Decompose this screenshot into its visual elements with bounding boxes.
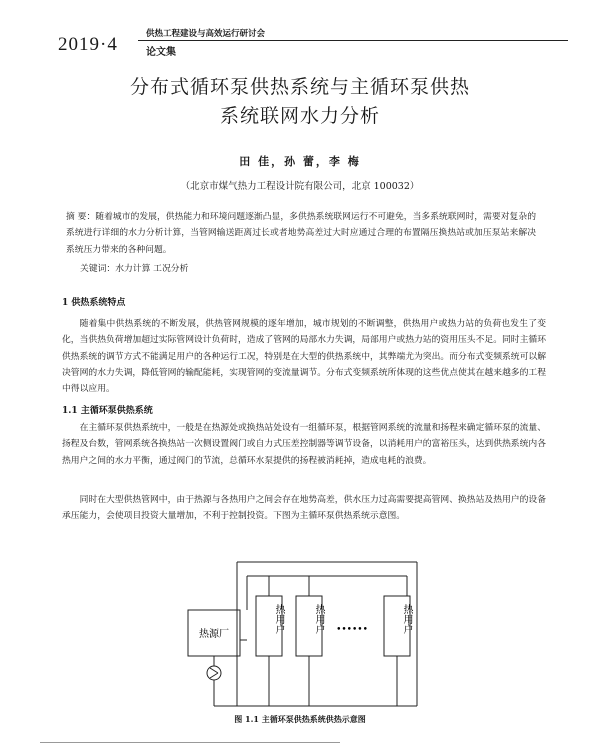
paper-title-line1: 分布式循环泵供热系统与主循环泵供热: [129, 76, 470, 98]
figure-caption: 图 1.1 主循环泵供热系统供热示意图: [234, 714, 366, 724]
heat-source-label: 热源厂: [199, 629, 229, 640]
section-1-1-heading: 1.1 主循环泵供热系统: [62, 406, 153, 416]
heat-user-label-2: 热用户: [294, 604, 324, 615]
footer-rule: [40, 742, 340, 743]
pump-symbol-line1: [210, 668, 218, 673]
section-1-1-para2: 同时在大型供热管网中，由于热源与各热用户之间会存在地势高差，供水压力过高需要提高管网、换热站及热用户的设备承压能力，会使项目投资大量增加，不利于控制投资。下图为主循环泵供热系统示意图。: [62, 495, 546, 522]
affiliation: （北京市煤气热力工程设计院有限公司，北京 100032）: [180, 181, 420, 192]
paper-title-line2: 系统联网水力分析: [219, 105, 380, 127]
section-tag: 论文集: [146, 47, 176, 58]
authors: 田 佳，孙 蕾，李 梅: [239, 155, 361, 168]
issue-year: 2019·4: [58, 34, 118, 55]
heat-user-label-3: 热用户: [382, 604, 412, 615]
abstract: 摘 要：随着城市的发展，供热能力和环境问题逐渐凸显，多供热系统联网运行不可避免，当多系统联网时，需要对复杂的系统进行详细的水力分析计算，当管网输送距离过长或者地势高差过大时应通过合理的布置隔压换热站或加压泵站来解决系统压力带来的各种问题。: [66, 212, 536, 255]
section-1-text: 随着集中供热系统的不断发展，供热管网规模的逐年增加，城市规划的不断调整，供热用户或热力站的负荷也发生了变化，当供热负荷增加超过实际管网设计负荷时，造成了管网的局部水力失调，局部用户或热力站的资用压头不足。同时主循环供热系统的调节方式不能满足用户的各种运行工况，特别是在大型的供热系统中，其弊端尤为突出。而分布式变频系统可以解决管网的水力失调，降低管网的输配能耗，实现管网的变流量调节。分布式变频系统所体现的这些优点使其在越来越多的工程中得以应用。: [62, 319, 546, 395]
pump-symbol-line2: [210, 673, 218, 678]
circulation-pump-icon: [207, 666, 221, 680]
section-1-heading: 1 供热系统特点: [62, 298, 126, 308]
heating-system-diagram: [0, 540, 600, 710]
conference-name: 供热工程建设与高效运行研讨会: [146, 29, 266, 39]
header-rule: [138, 40, 568, 41]
heat-user-label-1: 热用户: [254, 604, 284, 615]
section-1-1-para1: 在主循环泵供热系统中，一般是在热源处或换热站处设有一组循环泵，根据管网系统的流量和扬程来确定循环泵的流量、扬程及台数，管网系统各换热站一次侧设置阀门或自力式压差控制器等调节设备，以消耗用户的富裕压头，达到供热系统内各热用户之间的水力平衡，通过阀门的节流，总循环水泵提供的扬程被消耗掉，造成电耗的浪费。: [62, 423, 546, 466]
keywords: 关键词：水力计算 工况分析: [80, 264, 189, 274]
more-users-ellipsis: ••••••: [336, 625, 368, 635]
